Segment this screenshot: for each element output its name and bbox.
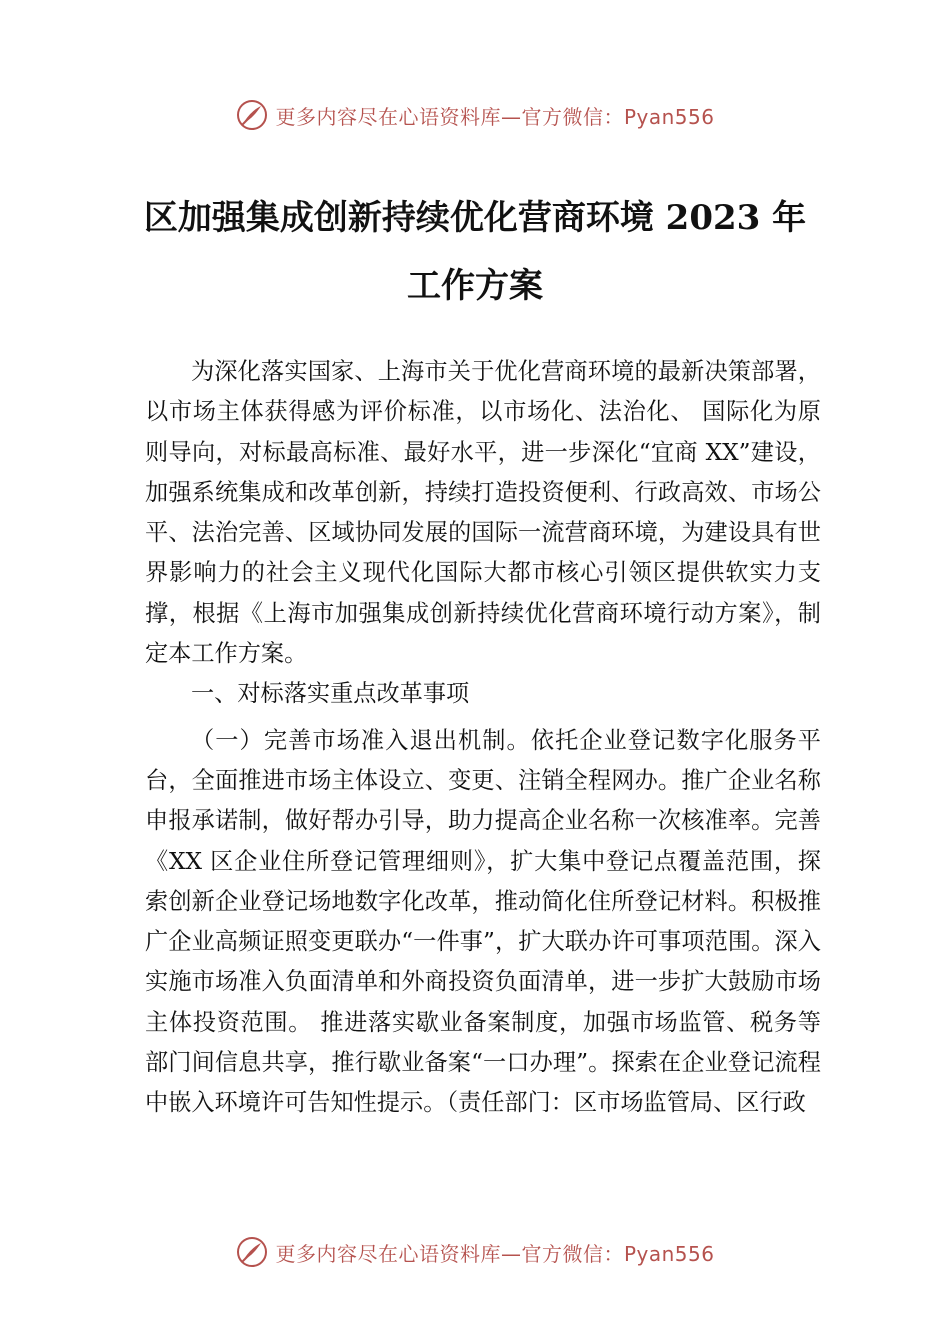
intro-paragraph: 为深化落实国家、上海市关于优化营商环境的最新决策部署，以市场主体获得感为评价标准，以市场化、法治化、 国际化为原则导向，对标最高标准、最好水平，进一步深化“宜商 XX”建设，加强系统集成和改革创新，持续打造投资便利、行政高效、市场公平、法治完善、区域协同发展的国际一流营商环境，为建设具有世界影响力的社会主义现代化国际大都市核心引领区提供软实力支撑，根据《上海市加强集成创新持续优化营商环境行动方案》，制定本工作方案。 [145, 358, 821, 668]
quill-pen-logo-icon [235, 98, 269, 132]
quill-pen-logo-icon [235, 1235, 269, 1269]
section-heading: 一、对标落实重点改革事项 [191, 680, 470, 708]
document-title-line2: 工作方案 [407, 266, 543, 306]
watermark-header [0, 95, 950, 135]
watermark-footer [0, 1232, 950, 1272]
watermark-text: 更多内容尽在心语资料库—官方微信：Pyan556 [275, 1241, 715, 1266]
section-paragraph: （一）完善市场准入退出机制。依托企业登记数字化服务平台，全面推进市场主体设立、变更、注销全程网办。推广企业名称申报承诺制，做好帮办引导，助力提高企业名称一次核准率。完善《XX 区企业住所登记管理细则》，扩大集中登记点覆盖范围，探索创新企业登记场地数字化改革，推动简化住所登记材料。积极推广企业高频证照变更联办“一件事”，扩大联办许可事项范围。深入实施市场准入负面清单和外商投资负面清单，进一步扩大鼓励市场主体投资范围。 推进落实歇业备案制度，加强市场监管、税务等部门间信息共享，推行歇业备案“一口办理”。探索在企业登记流程中嵌入环境许可告知性提示。（责任部门：区市场监管局、区行政 [145, 726, 821, 1117]
document-title-line1: 区加强集成创新持续优化营商环境 2023 年 [143, 198, 807, 238]
watermark-text: 更多内容尽在心语资料库—官方微信：Pyan556 [275, 104, 715, 129]
document-body [145, 352, 821, 1124]
